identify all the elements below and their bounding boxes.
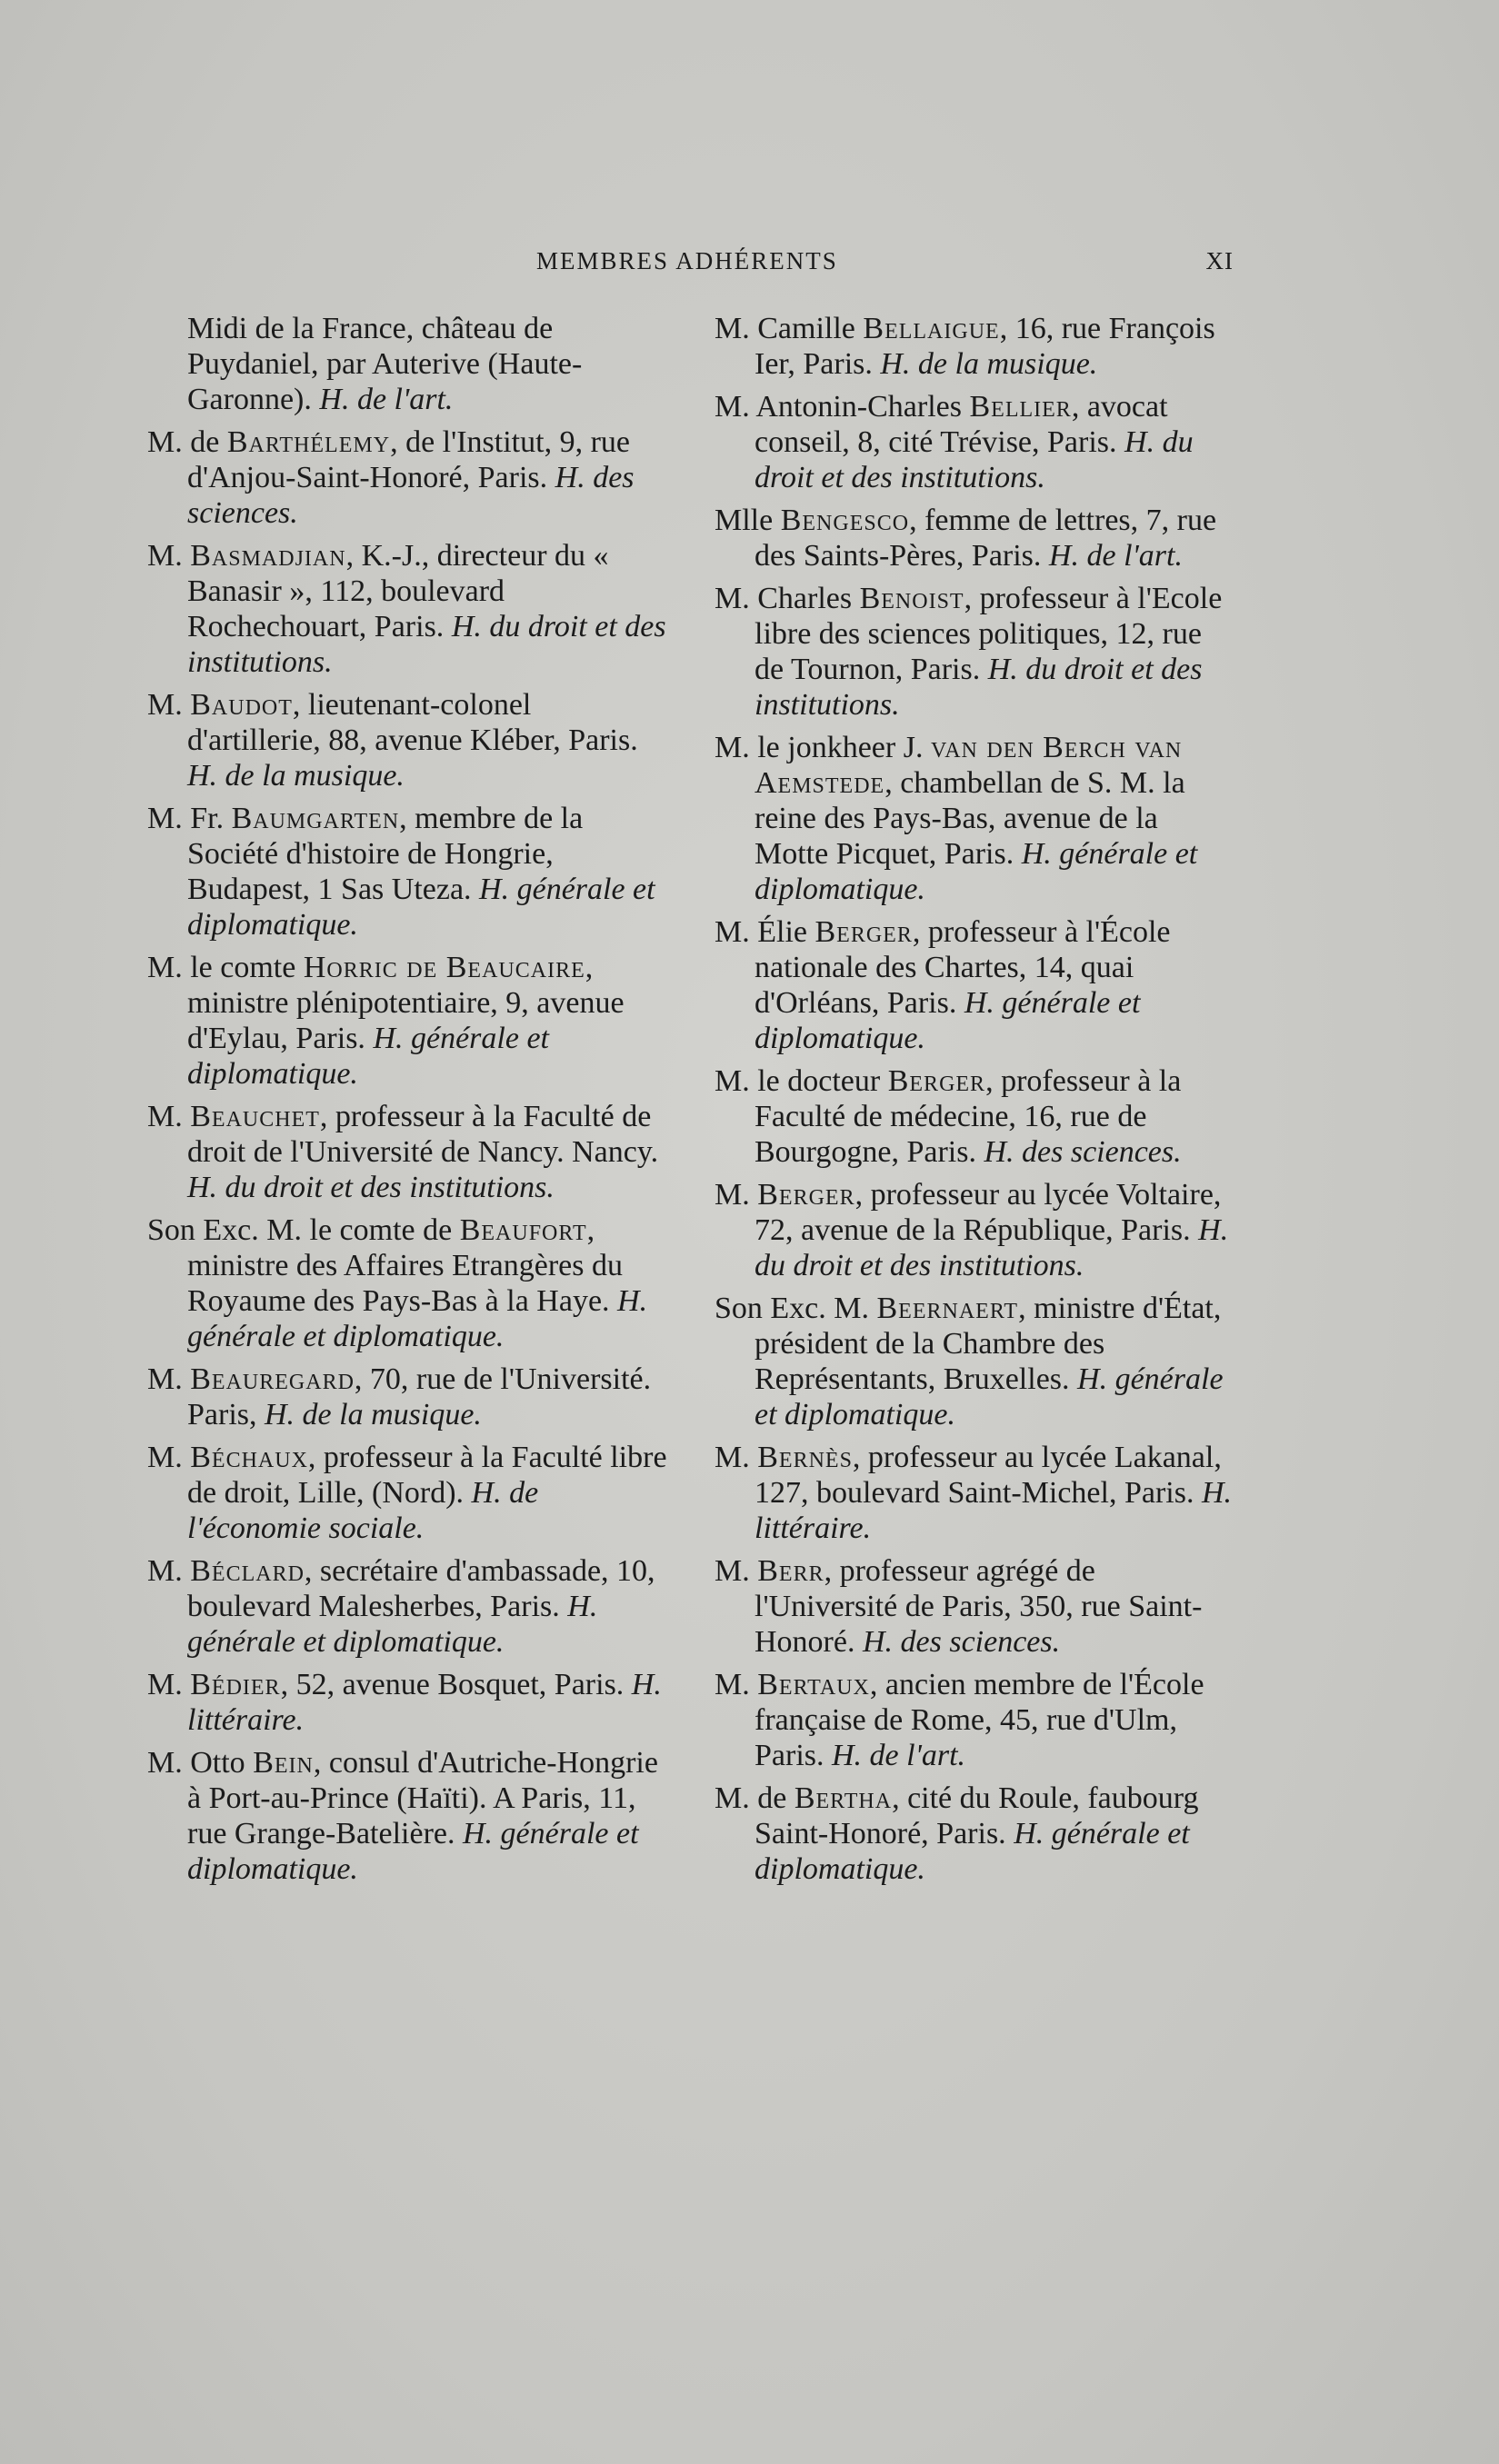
entry-prefix: M. Camille [715, 312, 864, 345]
entry-section: H. de l'art. [1048, 539, 1183, 573]
entry-prefix: M. de [147, 425, 227, 459]
entry-text: , secrétaire d'ambassade, 10, boulevard Malesherbes, Paris. [187, 1554, 655, 1623]
member-name: Beauregard [190, 1362, 355, 1396]
member-entry [147, 1440, 671, 1546]
entry-section: H. littéraire. [187, 1668, 662, 1737]
entry-text: , K.-J., directeur du « Banasir », 112, boulevard Rochechouart, Paris. [187, 539, 609, 643]
entry-section: H. générale et diplomatique. [187, 873, 655, 942]
entry-prefix: M. [147, 1554, 191, 1588]
member-name: Bertaux [757, 1668, 870, 1701]
entry-section: H. générale et diplomatique. [187, 1284, 648, 1353]
entry-text: , professeur à la Faculté libre de droit, Lille, (Nord). [187, 1441, 667, 1510]
member-name: van den Berch van Aemstede [754, 731, 1183, 800]
entry-prefix: M. [147, 1441, 191, 1474]
entry-prefix: M. le jonkheer J. [715, 731, 931, 764]
entry-section: H. de la musique. [187, 759, 405, 793]
entry-section: H. de la musique. [265, 1398, 482, 1432]
entry-section: H. générale et diplomatique. [187, 1817, 639, 1886]
entry-section: H. générale et diplomatique. [187, 1590, 598, 1659]
entry-text: , ministre d'État, président de la Chambre des Représentants, Bruxelles. [754, 1292, 1222, 1396]
member-name: Berger [887, 1064, 986, 1098]
member-name: Beaufort [459, 1213, 587, 1247]
entry-section: H. de l'économie sociale. [187, 1476, 539, 1545]
member-entry [147, 1745, 671, 1887]
entry-section: H. littéraire. [754, 1476, 1233, 1545]
member-name: Bengesco [780, 504, 910, 537]
entry-text: , professeur à l'Ecole libre des sciences politiques, 12, rue de Tournon, Paris. [754, 582, 1223, 686]
member-entry [147, 538, 671, 680]
entry-section: H. de l'art. [832, 1739, 966, 1772]
entry-text: , professeur au lycée Lakanal, 127, boulevard Saint-Michel, Paris. [754, 1441, 1222, 1510]
entry-text: , consul d'Autriche-Hongrie à Port-au-Prince (Haïti). A Paris, 11, rue Grange-Batelière. [187, 1746, 658, 1850]
member-entry [715, 503, 1236, 574]
member-entry [715, 730, 1236, 907]
running-head-title: MEMBRES ADHÉRENTS [536, 247, 838, 274]
member-entry [715, 914, 1236, 1056]
entry-text: , femme de lettres, 7, rue des Saints-Pères, Paris. [754, 504, 1217, 573]
member-name: Benoist [859, 582, 964, 615]
member-name: Béchaux [190, 1441, 308, 1474]
entry-prefix: M. Antonin-Charles [715, 390, 970, 424]
entry-section: H. de l'art. [319, 383, 454, 416]
entry-prefix: M. Fr. [147, 802, 232, 835]
member-name: Baudot [190, 688, 293, 722]
member-name: Barthélemy [226, 425, 391, 459]
member-entry [147, 1099, 671, 1205]
entry-text: , ancien membre de l'École française de Rome, 45, rue d'Ulm, Paris. [754, 1668, 1204, 1772]
entry-prefix: M. [147, 1668, 191, 1701]
member-entry [147, 311, 671, 417]
entry-text: , chambellan de S. M. la reine des Pays-Bas, avenue de la Motte Picquet, Paris. [754, 766, 1185, 871]
entry-text: , membre de la Société d'histoire de Hongrie, Budapest, 1 Sas Uteza. [187, 802, 584, 906]
entry-prefix: M. [147, 539, 191, 573]
member-entry [715, 581, 1236, 723]
member-name: Horric de Beaucaire [303, 951, 585, 984]
entry-prefix: M. [147, 1100, 191, 1133]
entry-section: H. générale et diplomatique. [754, 986, 1141, 1055]
member-entry [715, 389, 1236, 495]
member-entry [715, 1063, 1236, 1170]
member-entry [715, 1440, 1236, 1546]
member-name: Berger [814, 915, 913, 949]
entry-text: , professeur au lycée Voltaire, 72, avenue de la République, Paris. [754, 1178, 1222, 1247]
entry-section: H. du droit et des institutions. [187, 610, 666, 679]
member-entry [147, 687, 671, 793]
member-name: Béclard [190, 1554, 305, 1588]
member-name: Baumgarten [231, 802, 400, 835]
entry-text: , cité du Roule, faubourg Saint-Honoré, Paris. [754, 1781, 1199, 1850]
member-entry [715, 1781, 1236, 1887]
member-name: Bein [253, 1746, 314, 1780]
entry-prefix: M. [715, 1441, 758, 1474]
member-name: Berger [757, 1178, 855, 1212]
member-name: Bertha [794, 1781, 893, 1815]
member-name: Bellier [969, 390, 1072, 424]
member-entry [147, 1362, 671, 1432]
entry-text: , avocat conseil, 8, cité Trévise, Paris. [754, 390, 1168, 459]
member-name: Bédier [190, 1668, 281, 1701]
entry-section: H. des sciences. [984, 1135, 1182, 1169]
entry-prefix: M. [147, 1362, 191, 1396]
entry-text: , professeur à la Faculté de médecine, 16, rue de Bourgogne, Paris. [754, 1064, 1182, 1169]
entry-section: H. du droit et des institutions. [187, 1171, 555, 1204]
entry-prefix: Son Exc. M. le comte de [147, 1213, 460, 1247]
entry-prefix: Son Exc. M. [715, 1292, 877, 1325]
entry-section: H. des sciences. [862, 1625, 1061, 1659]
member-name: Bernès [757, 1441, 853, 1474]
member-entry [147, 950, 671, 1092]
member-entry [147, 1553, 671, 1660]
entry-text: , 16, rue François Ier, Paris. [754, 312, 1215, 381]
member-entry [147, 801, 671, 943]
entry-section: H. générale et diplomatique. [754, 1817, 1190, 1886]
entry-prefix: M. Otto [147, 1746, 254, 1780]
entry-prefix: M. [715, 1554, 758, 1588]
entry-section: H. générale et diplomatique. [187, 1022, 549, 1091]
entry-text: , 70, rue de l'Université. Paris, [187, 1362, 652, 1432]
right-column [715, 311, 1236, 1894]
member-entry [715, 1291, 1236, 1432]
entry-text: , lieutenant-colonel d'artillerie, 88, avenue Kléber, Paris. [187, 688, 638, 757]
member-entry [715, 1177, 1236, 1283]
entry-text: , professeur agrégé de l'Université de Paris, 350, rue Saint-Honoré. [754, 1554, 1203, 1659]
member-entry [715, 1553, 1236, 1660]
entry-section: H. générale et diplomatique. [754, 1362, 1224, 1432]
entry-section: H. des sciences. [187, 461, 635, 530]
member-name: Berr [757, 1554, 824, 1588]
member-entry [147, 1667, 671, 1738]
entry-prefix: M. [715, 1178, 758, 1212]
member-entry [147, 424, 671, 531]
entry-section: H. du droit et des institutions. [754, 1213, 1229, 1282]
entry-text: , professeur à la Faculté de droit de l'Université de Nancy. Nancy. [187, 1100, 659, 1169]
entry-prefix: M. Charles [715, 582, 860, 615]
entry-prefix: M. le comte [147, 951, 304, 984]
entry-text: , ministre plénipotentiaire, 9, avenue d'Eylau, Paris. [187, 951, 625, 1055]
entry-prefix: M. Élie [715, 915, 815, 949]
member-name: Beauchet [190, 1100, 320, 1133]
entry-section: H. de la musique. [880, 347, 1098, 381]
entry-text: , ministre des Affaires Etrangères du Royaume des Pays-Bas à la Haye. [187, 1213, 624, 1318]
entry-text: , de l'Institut, 9, rue d'Anjou-Saint-Honoré, Paris. [187, 425, 630, 494]
member-entry [715, 311, 1236, 382]
entry-text: , professeur à l'École nationale des Chartes, 14, quai d'Orléans, Paris. [754, 915, 1171, 1020]
entry-prefix: M. de [715, 1781, 794, 1815]
entry-prefix: M. le docteur [715, 1064, 888, 1098]
page-number: XI [1205, 247, 1234, 274]
entry-text: Midi de la France, château de Puydaniel, par Auterive (Haute-Garonne). [187, 312, 583, 416]
entry-text: , 52, avenue Bosquet, Paris. [280, 1668, 632, 1701]
entry-prefix: Mlle [715, 504, 781, 537]
entry-prefix: M. [147, 688, 191, 722]
member-entry [147, 1212, 671, 1354]
member-name: Basmadjian [190, 539, 346, 573]
entry-prefix: M. [715, 1668, 758, 1701]
member-entry [715, 1667, 1236, 1773]
member-name: Beernaert [876, 1292, 1019, 1325]
left-column [147, 311, 671, 1894]
running-head [0, 247, 1499, 284]
entry-section: H. du droit et des institutions. [754, 425, 1194, 494]
member-name: Bellaigue [863, 312, 1000, 345]
entry-section: H. générale et diplomatique. [754, 837, 1198, 906]
entry-section: H. du droit et des institutions. [754, 653, 1203, 722]
